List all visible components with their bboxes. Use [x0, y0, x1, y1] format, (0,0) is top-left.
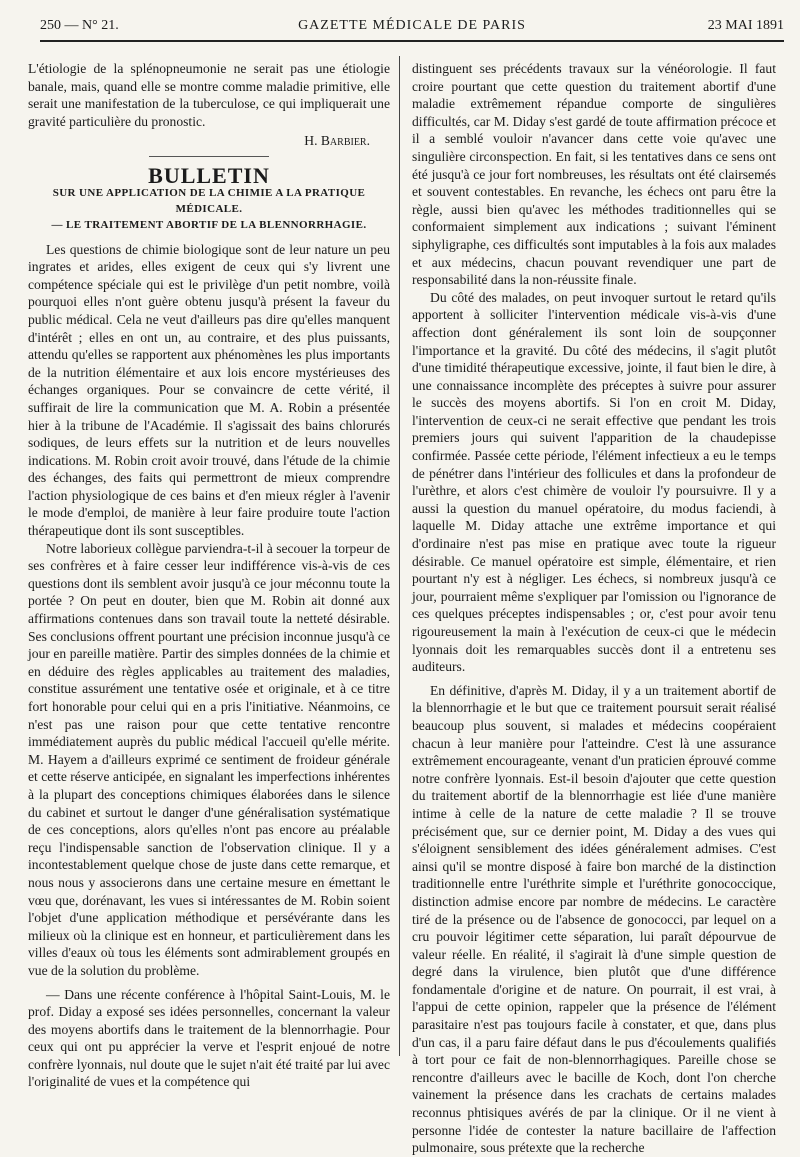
intro-paragraph: L'étiologie de la splénopneumonie ne serait pas une étiologie banale, mais, quand elle se montre comme maladie primitive, elle serait une manifestation de la tuberculose, ce qui impliquerait une gravité particulière du pronostic. — [28, 61, 390, 129]
paragraph: distinguent ses précédents travaux sur la vénéorologie. Il faut croire pourtant que cette question du traitement abortif d'une maladie extrêmement répandue comporte de singulières difficultés, car M. Diday s'est gardé de toute affirmation précoce et il a semblé vouloir n'avancer dans cette voie qu'avec une singulière circonspection. En fait, si les tentatives dans ce sens ont été jusqu'à ce jour fort nombreuses, les résultats ont été clairsemés et souvent contestables. En revanche, les échecs ont paru être la règle, aussi bien qu'avec les méthodes traditionnelles qui se conformaient simplement aux indications ; suivant l'éminent siphyligraphe, ces difficultés sont imputables à la fois aux malades et aux médecins, chacun pouvant revendiquer une part de responsabilité dans la non-réussite finale. — [412, 61, 776, 288]
subtitle-2: — LE TRAITEMENT ABORTIF DE LA BLENNORRHAGIE. — [51, 218, 367, 231]
paragraph: En définitive, d'après M. Diday, il y a un traitement abortif de la blennorrhagie et le but que ce traitement poursuit serait réalisé beaucoup plus souvent, si malades et médecins coopéraient chacun à leur manière pour l'atteindre. C'est là une assurance extrêmement encourageante, venant d'un praticien éprouvé comme notre confrère lyonnais. Est-il besoin d'ajouter que cette question du traitement abortif de la blennorrhagie est liée d'une manière intime à celle de la nature de cette maladie ? Il se trouve précisément que, sur ce dernier point, M. Diday a des vues qui s'éloignent sensiblement des idées généralement admises. C'est ainsi qu'il se montre disposé à faire bon marché de la distinction traditionnelle entre l'uréthrite simple et l'uréthrite gonococcique, distinction admise encore par nombre de médecins. Le caractère tiré de la présence ou de l'absence de gonococci, par lequel on a cru pouvoir légitimer cette séparation, lui paraît dépourvue de valeur réelle. En réalité, il s'agirait là d'une simple question de degré dans la virulence, bien plutôt que d'une différence fondamentale d'origine et de nature. On pourrait, il est vrai, à l'appui de cette opinion, rappeler que la présence de l'élément parasitaire n'est pas toujours facile à constater, et que, dans plus d'un cas, il a paru faire défaut dans le pus d'écoulements qualifiés à tort pour ce fait de non-blennorrhagiques. Pareille chose se rencontre d'ailleurs avec le bacille de Koch, dont l'on cherche vainement la présence dans les crachats de certains malades reconnus phtisiques avérés de par la clinique. Or il ne vient à personne l'idée de contester la nature bacillaire de l'affection pulmonaire, sous prétexte que la recherche — [412, 682, 776, 1156]
paragraph: Du côté des malades, on peut invoquer surtout le retard qu'ils apportent à solliciter l'intervention médicale vis-à-vis d'une affection dont généralement ils sont loin de soupçonner l'importance et la gravité. Du côté des médecins, il s'agit plutôt d'une timidité thérapeutique excessive, jointe, il faut bien le dire, à une connaissance incomplète des préceptes à suivre pour assurer le succès des moyens abortifs. Si l'on en croit M. Diday, l'intervention de ceux-ci ne serait effective que pendant les trois premiers jours qui suivent l'apparition de la chaudepisse confirmée. Passée cette période, l'élément infectieux a eu le temps de pénétrer dans l'intérieur des follicules et dans la profondeur de l'urèthre, et alors c'est chimère de vouloir l'y poursuivre. Il y a aussi la question du manuel opératoire, du modus faciendi, à laquelle M. Diday attache une extrême importance et qui d'ordinaire n'est pas mise en pratique avec toute la rigueur désirable. Ce manuel opératoire est simple, élémentaire, et rien pourtant n'y est à négliger. Les échecs, si nombreux jusqu'à ce jour, pourraient même s'expliquer par l'omission ou l'ignorance de ces quelques préceptes indispensables ; or, c'est pour avoir tenu rigoureusement la main à l'exécution de ceux-ci que le médecin lyonnais doit les remarquables succès dont il a entretenu ses auditeurs. — [412, 289, 776, 675]
separator-rule — [149, 156, 269, 157]
section-title: BULLETIN — [148, 162, 270, 188]
page-number: 250 — N° 21. — [40, 18, 119, 33]
header-rule — [40, 40, 784, 42]
page-header — [40, 16, 784, 40]
paragraph: Notre laborieux collègue parviendra-t-il à secouer la torpeur de ses confrères et à faire cesser leur indifférence vis-à-vis de ces questions dont ils semblent avoir jusqu'à ce jour méconnu toute la portée ? On peut en douter, bien que M. Robin ait donné aux affirmations contenues dans son travail toute la netteté désirable. Ses conclusions offrent pourtant une précision inconnue jusqu'à ce jour en pareille matière. Partir des simples données de la chimie et en déduire des règles applicables au traitement des maladies, constitue assurément une tentative osée et originale, et à ce titre fort honorable pour celui qui en a pris l'initiative. Néanmoins, ce n'est pas une raison pour que cette tentative rencontre immédiatement auprès du public médical l'accueil qu'elle mérite. M. Hayem a d'ailleurs exprimé ce sentiment de froideur générale et cette réserve anticipée, en signalant les imperfections inhérentes à la plupart des conceptions chimiques élaborées dans le silence du cabinet et surtout le danger d'une généralisation systématique de ces conceptions, alors qu'elles n'ont pas encore au préalable reçu l'indispensable sanction de l'observation clinique. Il y a incontestablement quelque chose de juste dans cette remarque, et nous nous y associerons dans une certaine mesure en émettant le vœu que, dorénavant, les vues si intéressantes de M. Robin soient l'objet d'une application méthodique et persévérante dans les milieux où la clinique est en honneur, et particulièrement dans les villes d'eaux où tous les éléments sont admirablement groupés en vue de la solution du problème. — [28, 540, 390, 978]
left-column — [28, 60, 390, 1091]
column-divider — [399, 56, 400, 1056]
subtitle-1: SUR UNE APPLICATION DE LA CHIMIE A LA PRATIQUE MÉDICALE. — [52, 186, 366, 215]
issue-date: 23 MAI 1891 — [707, 18, 784, 33]
paragraph: Les questions de chimie biologique sont de leur nature un peu ingrates et arides, elles exigent de ceux qui s'y livrent une compétence spéciale qui est le privilège d'un petit nombre, voilà pourquoi elles n'ont guère obtenu jusqu'à présent la faveur du public médical. Cela ne veut d'ailleurs pas dire qu'elles manquent d'intérêt ; elles en ont un, au contraire, et des plus puissants, attendu qu'elles se rapportent aux phénomènes les plus importants de la nutrition élémentaire et aux lois encore mystérieuses des échanges organiques. Pour se convaincre de cette vérité, il suffirait de lire la communication que M. A. Robin a présentée hier à la tribune de l'Académie. Il s'agissait des bains chlorurés sodiques, de leurs effets sur la nutrition et de leurs nouvelles indications. M. Robin croit avoir trouvé, dans l'étude de la chimie des échanges, des faits qui permettront de mieux comprendre l'action physiologique de ces bains et d'en mieux régler à l'avenir le mode d'emploi, de manière à leur faire produire toute l'action thérapeutique dont ils sont susceptibles. — [28, 241, 390, 539]
paragraph: — Dans une récente conférence à l'hôpital Saint-Louis, M. le prof. Diday a exposé ses idées personnelles, concernant la valeur des moyens abortifs dans le traitement de la blennorrhagie. Pour ceux qui ont pu apprécier la verve et l'esprit enjoué de notre confrère lyonnais, nul doute que le sujet n'ait été traité par lui avec l'originalité de vues et la compétence qui — [28, 986, 390, 1090]
right-column — [412, 60, 776, 1157]
signature: H. Barbier. — [304, 133, 370, 149]
journal-title: GAZETTE MÉDICALE DE PARIS — [298, 18, 526, 33]
